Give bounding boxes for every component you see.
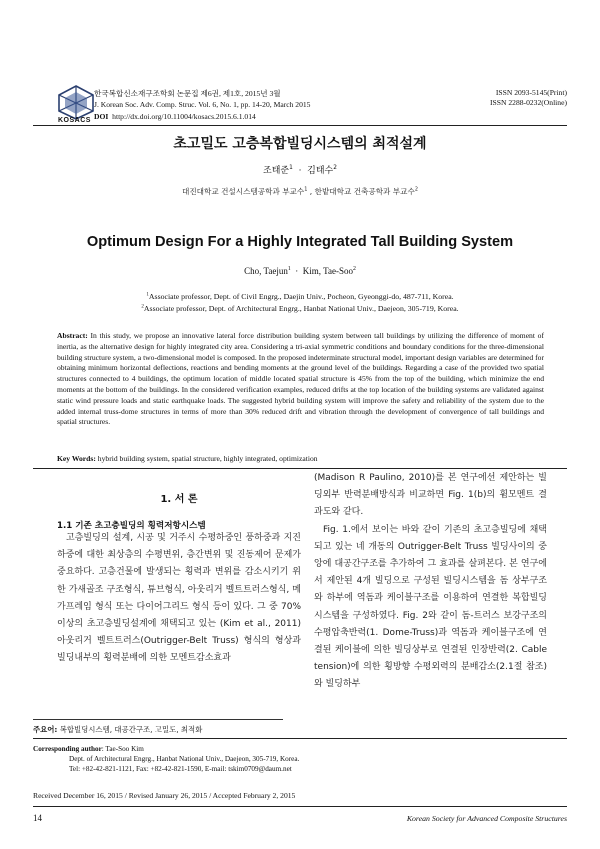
journal-line-korean: 한국복합신소재구조학회 논문집 제6권, 제1호, 2015년 3월 <box>94 89 281 98</box>
left-paragraph: 고층빌딩의 설계, 시공 및 거주시 수평하중인 풍하중과 지진하중에 대한 최상층의 수평변위, 층간변위 및 진동제어 문제가 중요하다. 고층건물에 발생되는 횡력과 변위를 감소시키기 위한 가새골조 구조형식, 튜브형식, 아웃리거 벨트트러스형식, 메가프레임 형식 또는 다이어그리드 형식 등이 있다. 그 중 70%이상의 초고층빌딩설계에 채택되고 있는 (Kim et al., 2011) 아웃리거 벨트트러스(Outrigger-Belt Truss) 형식의 형상과 빌딩내부의 횡력분배에 의한 모멘트감소효과 <box>57 533 301 664</box>
footnote-separator <box>33 738 567 739</box>
korean-affiliation-1: 대진대학교 건설시스템공학과 부교수 <box>182 187 305 196</box>
abstract-rule <box>33 468 567 469</box>
korean-keywords-label: 주요어: <box>33 725 58 734</box>
page-number: 14 <box>33 813 42 823</box>
issn-online: ISSN 2288-0232(Online) <box>490 98 567 107</box>
right-column-text <box>314 470 547 694</box>
korean-affiliations: 대진대학교 건설시스템공학과 부교수$^1$ , 한밭대학교 건축공학과 부교수$^2$ <box>182 186 418 196</box>
korean-keywords-text: 복합빌딩시스템, 대공간구조, 고밀도, 최적화 <box>59 725 203 734</box>
english-title: Optimum Design For a Highly Integrated Tall Building System <box>86 234 514 250</box>
korean-author-2: 김태수 <box>307 166 334 176</box>
english-authors: Cho, Taejun$^1$ · Kim, Tae-Soo$^2$ <box>244 266 356 276</box>
author-separator: · <box>298 166 302 176</box>
left-column-text <box>57 530 301 668</box>
abstract <box>57 331 544 428</box>
english-author-separator: · <box>295 266 299 276</box>
english-affiliation-2-line: $^2$Associate professor, Dept. of Architectural Engrg., Hanbat National Univ., Daejeon, 305-719, Korea. <box>141 303 459 313</box>
doi-line <box>94 112 256 121</box>
corresponding-name: : Tae-Soo Kim <box>101 745 144 753</box>
english-author-1: Cho, Taejun <box>244 266 288 276</box>
english-affiliation-1: Associate professor, Dept. of Civil Engrg., Daejin Univ., Pocheon, Gyeonggi-do, 487-711, Korea. <box>148 292 454 301</box>
header-rule <box>33 125 567 126</box>
subsection-heading: 1.1 기존 초고층빌딩의 횡력저항시스템 <box>57 521 206 531</box>
corresponding-author <box>33 744 299 775</box>
doi-link[interactable]: http://dx.doi.org/10.11004/kosacs.2015.6.1.014 <box>112 112 256 121</box>
english-affiliation-2: Associate professor, Dept. of Architectural Engrg., Hanbat National Univ., Daejeon, 305-719, Korea. <box>143 304 459 313</box>
corresponding-address: Dept. of Architectural Engrg., Hanbat National Univ., Daejeon, 305-719, Korea. <box>69 755 300 764</box>
korean-affiliation-2: 한밭대학교 건축공학과 부교수 <box>314 187 415 196</box>
english-author-2: Kim, Tae-Soo <box>302 266 353 276</box>
corresponding-label: Corresponding author <box>33 745 102 753</box>
keywords <box>57 454 557 463</box>
affiliation-separator: , <box>309 187 313 196</box>
right-paragraph-1: (Madison R Paulino, 2010)를 본 연구에선 제안하는 빌딩외부 반력분배방식과 비교하면 Fig. 1(b)의 휨모멘트 결과도와 같다. <box>314 473 547 518</box>
footnote-rule <box>33 719 283 720</box>
korean-title: 초고밀도 고층복합빌딩시스템의 최적설계 <box>173 136 427 152</box>
footer-rule <box>33 806 567 807</box>
korean-authors: 조태준$^1$ · 김태수$^2$ <box>263 165 337 176</box>
korean-keywords <box>33 724 202 735</box>
keywords-label: Key Words: <box>57 454 96 463</box>
corresponding-contact: Tel: +82-42-821-1121, Fax: +82-42-821-1590, E-mail: tskim0709@daum.net <box>69 765 292 774</box>
received-dates: Received December 16, 2015 / Revised January 26, 2015 / Accepted February 2, 2015 <box>33 791 296 800</box>
issn-print: ISSN 2093-5145(Print) <box>495 88 567 97</box>
right-paragraph-2: Fig. 1.에서 보이는 바와 같이 기존의 초고층빌딩에 채택되고 있는 네 개동의 Outrigger-Belt Truss 빌딩사이의 중앙에 대공간구조를 추가하여 그 효과를 살펴본다. 본 연구에서 제안된 4개 빌딩으로 구성된 빌딩시스템을 돔 상부구조와 하부에 역돔과 케이블구조를 이용하여 연결한 복합빌딩시스템을 구성하였다. Fig. 2와 같이 돔-트러스 보강구조의 수평압축반력(1. Dome-Truss)과 역돔과 케이블구조에 연결된 케이블에 의한 빌딩상부로 연결된 인장반력(2. Cable tension)에 의한 횡방향 수평외력의 분배감소(2.1절 참조)와 빌딩하부 <box>314 524 547 690</box>
journal-line-english: J. Korean Soc. Adv. Comp. Struc. Vol. 6, No. 1, pp. 14-20, March 2015 <box>94 100 311 109</box>
logo-text: KOSACS <box>58 117 91 124</box>
abstract-label: Abstract: <box>57 331 88 340</box>
korean-author-1: 조태준 <box>263 166 290 176</box>
english-affiliation-1-line: $^1$Associate professor, Dept. of Civil Engrg., Daejin Univ., Pocheon, Gyeonggi-do, 487-711, Korea. <box>146 291 454 301</box>
section-heading: 1. 서 론 <box>160 494 198 505</box>
doi-label: DOI <box>94 112 109 121</box>
abstract-text: In this study, we propose an innovative lateral force distribution building system between tall buildings by utilizing the difference of moment of inertia, as the alternative design for highly integrated city area. Considering a tri-axial symmetric conditions and boundary conditions for the three-dimensional building structure system, a two-dimensional model is composed. In the proposed indeterminate structural model, important design variables are determined for obtaining minimum horizontal deflections, reactions and bending moments at the ground level of the buildings. Regarding a case of the provided two spatial structures connected to 4 buildings, the optimum location of middle located spatial structure is 45% from the top of the building, which minimize the end moments at the bottom of the buildings. In the considered verification examples, reduced drifts at the top location of the building systems are validated against static wind pressure loads and static earthquake loads. The suggested hybrid building system will improve the safety and reliability of the system due to the added internal truss-dome structures in terms of more than 30% reduced drift and vibration through the development of convergence of tall buildings and spatial structures. <box>57 331 544 427</box>
keywords-text: hybrid building system, spatial structure, highly integrated, optimization <box>97 454 318 463</box>
journal-name: Korean Society for Advanced Composite Structures <box>406 814 567 823</box>
